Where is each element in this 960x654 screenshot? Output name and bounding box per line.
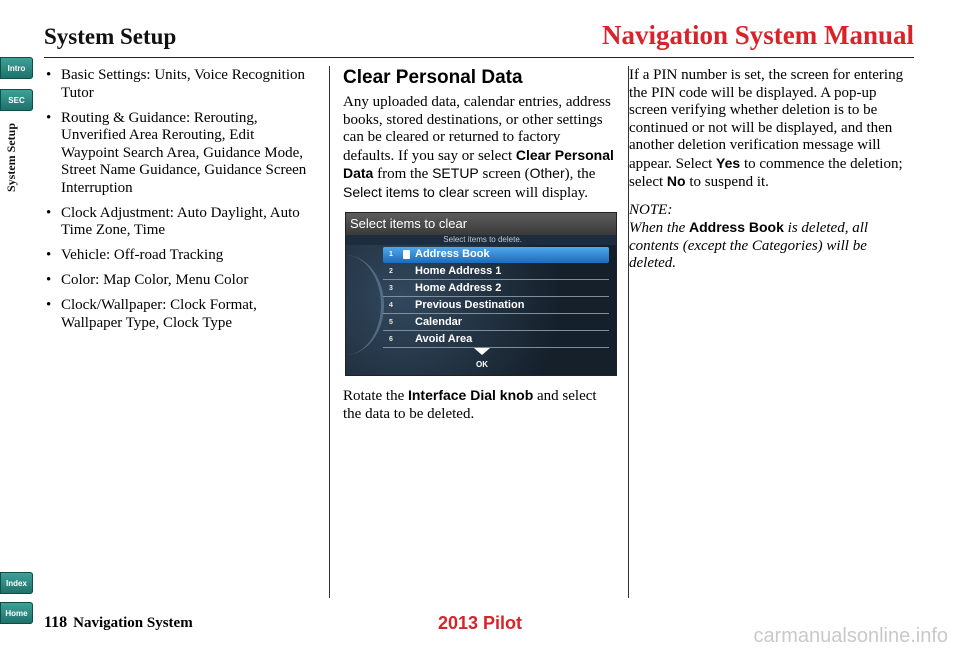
list-item: • Clock/Wallpaper: Clock Format, Wallpaper Type, Clock Type xyxy=(44,297,314,332)
term-interface-dial: Interface Dial knob xyxy=(407,387,534,403)
header-divider xyxy=(44,57,914,58)
paragraph-text: screen will display. xyxy=(469,184,589,201)
intro-tab[interactable]: Intro xyxy=(0,57,33,79)
term-select-items: Select items to clear xyxy=(343,183,470,200)
pin-paragraph xyxy=(629,67,917,192)
nav-item-avoid-area[interactable] xyxy=(383,332,609,348)
paragraph-text: from the xyxy=(373,166,433,182)
index-tab[interactable]: Index xyxy=(0,572,33,594)
nav-item-list xyxy=(383,247,609,349)
nav-item-home-address-2[interactable] xyxy=(383,281,609,297)
item-index: 4 xyxy=(389,302,393,309)
list-item: • Clock Adjustment: Auto Daylight, Auto Time Zone, Time xyxy=(44,205,314,240)
nav-screen-subtitle: Select items to delete. xyxy=(346,235,616,245)
sec-tab[interactable]: SEC xyxy=(0,89,33,111)
manual-title: Navigation System Manual xyxy=(601,20,914,50)
nav-screen-title: Select items to clear xyxy=(346,213,616,235)
dial-arc-icon xyxy=(345,255,384,355)
nav-screen-body xyxy=(346,245,616,375)
ok-button[interactable] xyxy=(470,348,494,374)
right-column xyxy=(629,67,917,273)
term-clear-personal-data: Clear Personal Data xyxy=(343,146,614,181)
item-label: Address Book xyxy=(415,248,490,260)
list-item: • Basic Settings: Units, Voice Recognition Tutor xyxy=(44,67,314,102)
footer-label: Navigation System xyxy=(73,615,193,631)
term-no: No xyxy=(666,173,686,189)
home-tab[interactable]: Home xyxy=(0,602,33,624)
trash-icon xyxy=(403,250,410,259)
paragraph-text: and select the data to be deleted. xyxy=(343,388,597,422)
list-item: • Color: Map Color, Menu Color xyxy=(44,272,314,290)
middle-column xyxy=(343,67,615,433)
model-label: 2013 Pilot xyxy=(437,613,523,633)
paragraph-text: ), the xyxy=(564,166,596,182)
item-index: 1 xyxy=(389,251,393,258)
item-index: 5 xyxy=(389,319,393,326)
item-index: 2 xyxy=(389,268,393,275)
ok-label: OK xyxy=(476,359,488,369)
nav-item-previous-destination[interactable] xyxy=(383,298,609,314)
item-label: Calendar xyxy=(415,316,463,328)
term-address-book: Address Book xyxy=(688,219,784,235)
watermark: carmanualsonline.info xyxy=(753,625,948,647)
section-vertical-label: System Setup xyxy=(4,122,18,192)
nav-item-address-book[interactable] xyxy=(383,247,609,263)
item-index: 6 xyxy=(389,336,393,343)
paragraph-text: Rotate the xyxy=(343,388,408,404)
list-item: • Routing & Guidance: Rerouting, Unverified Area Rerouting, Edit Waypoint Search Area, Guidance Mode, Street Name Guidance, Guidance Screen Interruption xyxy=(44,110,314,198)
item-label: Home Address 2 xyxy=(415,282,502,294)
page-number: 118 xyxy=(44,614,68,631)
left-column xyxy=(44,67,314,340)
term-setup: SETUP xyxy=(432,165,479,181)
paragraph-text: to suspend it. xyxy=(685,174,769,190)
nav-item-calendar[interactable] xyxy=(383,315,609,331)
rotate-paragraph xyxy=(343,387,615,423)
nav-item-home-address-1[interactable] xyxy=(383,264,609,280)
item-index: 3 xyxy=(389,285,393,292)
nav-screenshot xyxy=(345,212,617,376)
item-label: Avoid Area xyxy=(415,333,473,345)
note-text xyxy=(629,219,917,273)
page-title: System Setup xyxy=(44,24,177,49)
settings-list xyxy=(44,67,314,332)
section-heading: Clear Personal Data xyxy=(343,67,523,88)
term-yes: Yes xyxy=(716,154,741,171)
term-other: Other xyxy=(529,165,565,181)
paragraph-text: If a PIN number is set, the screen for entering the PIN code will be displayed. A pop-up screen verifying whether deletion is to be continued or not will be displayed, and then another deletion verification message will appear. Select xyxy=(629,67,904,172)
paragraph-text: is deleted, all contents (except the Categories) will be deleted. xyxy=(629,220,869,271)
paragraph-text: screen ( xyxy=(478,166,530,182)
down-arrow-icon xyxy=(474,348,490,355)
list-item: • Vehicle: Off-road Tracking xyxy=(44,247,314,265)
item-label: Home Address 1 xyxy=(415,265,502,277)
intro-paragraph xyxy=(343,94,615,202)
item-label: Previous Destination xyxy=(415,299,525,311)
paragraph-text: Any uploaded data, calendar entries, address books, stored destinations, or other settings can be cleared or returned to factory defaults. If you say or select xyxy=(343,94,611,164)
column-divider xyxy=(329,66,330,598)
paragraph-text: When the xyxy=(629,220,689,236)
note-label: NOTE: xyxy=(629,201,673,218)
paragraph-text: to commence the deletion; select xyxy=(629,155,903,190)
